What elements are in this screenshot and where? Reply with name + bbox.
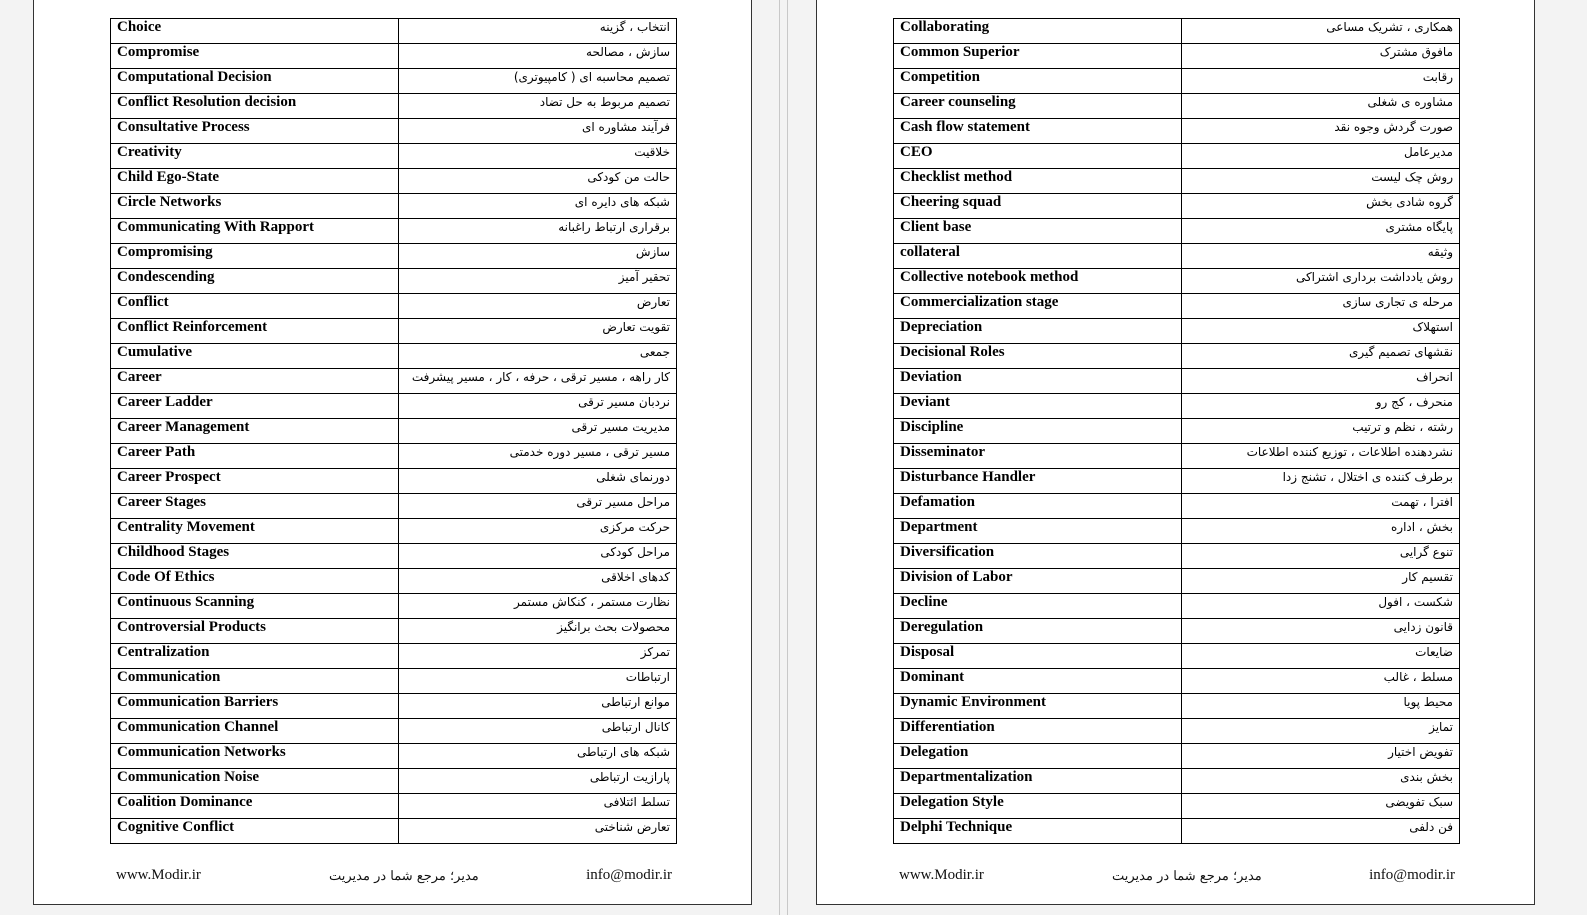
term-english: Code Of Ethics [111, 569, 399, 594]
term-english: Common Superior [894, 44, 1182, 69]
term-persian: حالت من کودکی [399, 169, 677, 194]
term-english: Choice [111, 19, 399, 44]
term-english: Career counseling [894, 94, 1182, 119]
term-english: CEO [894, 144, 1182, 169]
glossary-row [111, 694, 677, 719]
glossary-row [111, 94, 677, 119]
glossary-row [894, 294, 1460, 319]
term-english: Discipline [894, 419, 1182, 444]
glossary-row [111, 669, 677, 694]
footer-email: info@modir.ir [1369, 867, 1455, 883]
term-english: Communication [111, 669, 399, 694]
term-english: Disseminator [894, 444, 1182, 469]
term-english: Depreciation [894, 319, 1182, 344]
term-persian: سازش ، مصالحه [399, 44, 677, 69]
glossary-row [894, 794, 1460, 819]
term-english: Commercialization stage [894, 294, 1182, 319]
glossary-row [894, 719, 1460, 744]
glossary-row [111, 769, 677, 794]
page-footer [116, 867, 672, 887]
term-english: Conflict [111, 294, 399, 319]
glossary-row [111, 244, 677, 269]
glossary-row [894, 569, 1460, 594]
glossary-row [894, 69, 1460, 94]
glossary-row [894, 594, 1460, 619]
term-english: Decline [894, 594, 1182, 619]
term-english: Consultative Process [111, 119, 399, 144]
term-english: Departmentalization [894, 769, 1182, 794]
glossary-row [894, 169, 1460, 194]
term-persian: حرکت مرکزی [399, 519, 677, 544]
term-english: Compromise [111, 44, 399, 69]
glossary-row [111, 169, 677, 194]
term-english: Communication Noise [111, 769, 399, 794]
glossary-row [894, 269, 1460, 294]
glossary-row [111, 619, 677, 644]
term-persian: تسلط ائتلافی [399, 794, 677, 819]
term-persian: بخش بندی [1182, 769, 1460, 794]
term-persian: فرآیند مشاوره ای [399, 119, 677, 144]
glossary-rows [111, 19, 677, 844]
term-persian: تعارض شناختی [399, 819, 677, 844]
term-english: Cheering squad [894, 194, 1182, 219]
glossary-row [894, 44, 1460, 69]
glossary-row [111, 419, 677, 444]
term-persian: برقراری ارتباط راغبانه [399, 219, 677, 244]
term-english: Career Prospect [111, 469, 399, 494]
term-english: Centralization [111, 644, 399, 669]
glossary-row [894, 369, 1460, 394]
glossary-table [893, 18, 1460, 844]
term-english: Centrality Movement [111, 519, 399, 544]
term-english: Career Stages [111, 494, 399, 519]
term-english: Communication Channel [111, 719, 399, 744]
term-english: Communicating With Rapport [111, 219, 399, 244]
glossary-row [111, 519, 677, 544]
glossary-row [111, 269, 677, 294]
term-persian: شکست ، افول [1182, 594, 1460, 619]
term-persian: کانال ارتباطی [399, 719, 677, 744]
glossary-row [111, 719, 677, 744]
term-english: Delphi Technique [894, 819, 1182, 844]
term-english: Communication Barriers [111, 694, 399, 719]
glossary-row [111, 444, 677, 469]
term-persian: تمایز [1182, 719, 1460, 744]
term-persian: مسلط ، غالب [1182, 669, 1460, 694]
term-persian: تقویت تعارض [399, 319, 677, 344]
glossary-row [111, 194, 677, 219]
term-english: Conflict Resolution decision [111, 94, 399, 119]
term-persian: روش چک لیست [1182, 169, 1460, 194]
term-english: Dominant [894, 669, 1182, 694]
term-english: Conflict Reinforcement [111, 319, 399, 344]
term-english: Communication Networks [111, 744, 399, 769]
glossary-row [111, 569, 677, 594]
glossary-row [894, 19, 1460, 44]
term-english: Cash flow statement [894, 119, 1182, 144]
glossary-row [111, 794, 677, 819]
glossary-row [111, 44, 677, 69]
glossary-row [894, 819, 1460, 844]
term-persian: خلاقیت [399, 144, 677, 169]
term-persian: همکاری ، تشریک مساعی [1182, 19, 1460, 44]
term-persian: تحقیر آمیز [399, 269, 677, 294]
glossary-row [111, 219, 677, 244]
footer-website: www.Modir.ir [116, 867, 201, 883]
term-persian: ضایعات [1182, 644, 1460, 669]
term-persian: منحرف ، کج رو [1182, 394, 1460, 419]
page-gutter-line [779, 0, 780, 915]
page-gutter-line [787, 0, 788, 915]
term-persian: تقسیم کار [1182, 569, 1460, 594]
term-english: Career Ladder [111, 394, 399, 419]
term-english: Circle Networks [111, 194, 399, 219]
term-english: Delegation [894, 744, 1182, 769]
glossary-row [894, 519, 1460, 544]
term-persian: مراحل کودکی [399, 544, 677, 569]
term-english: collateral [894, 244, 1182, 269]
glossary-row [111, 594, 677, 619]
term-persian: انتخاب ، گزینه [399, 19, 677, 44]
glossary-row [894, 394, 1460, 419]
glossary-table [110, 18, 677, 844]
glossary-row [894, 544, 1460, 569]
glossary-row [894, 219, 1460, 244]
term-english: Collective notebook method [894, 269, 1182, 294]
term-persian: نشردهنده اطلاعات ، توزیع کننده اطلاعات [1182, 444, 1460, 469]
term-english: Career Path [111, 444, 399, 469]
glossary-rows [894, 19, 1460, 844]
term-persian: مدیرعامل [1182, 144, 1460, 169]
term-persian: تفویض اختیار [1182, 744, 1460, 769]
term-english: Controversial Products [111, 619, 399, 644]
footer-email: info@modir.ir [586, 867, 672, 883]
term-persian: محصولات بحث برانگیز [399, 619, 677, 644]
term-persian: قانون زدایی [1182, 619, 1460, 644]
glossary-row [111, 344, 677, 369]
page-footer [899, 867, 1455, 887]
term-english: Compromising [111, 244, 399, 269]
term-english: Division of Labor [894, 569, 1182, 594]
term-persian: سبک تفویضی [1182, 794, 1460, 819]
term-persian: بخش ، اداره [1182, 519, 1460, 544]
term-persian: جمعی [399, 344, 677, 369]
footer-website: www.Modir.ir [899, 867, 984, 883]
glossary-row [894, 694, 1460, 719]
term-english: Defamation [894, 494, 1182, 519]
term-english: Child Ego-State [111, 169, 399, 194]
term-english: Coalition Dominance [111, 794, 399, 819]
term-persian: مراحل مسیر ترقی [399, 494, 677, 519]
term-persian: پارازیت ارتباطی [399, 769, 677, 794]
glossary-row [111, 469, 677, 494]
glossary-row [894, 669, 1460, 694]
term-english: Childhood Stages [111, 544, 399, 569]
term-persian: ارتباطات [399, 669, 677, 694]
term-persian: انحراف [1182, 369, 1460, 394]
term-persian: نظارت مستمر ، کنکاش مستمر [399, 594, 677, 619]
term-persian: گروه شادی بخش [1182, 194, 1460, 219]
term-english: Career [111, 369, 399, 394]
term-persian: تصمیم محاسبه ای ( کامپیوتری) [399, 69, 677, 94]
term-english: Client base [894, 219, 1182, 244]
term-persian: شبکه های دایره ای [399, 194, 677, 219]
term-english: Deregulation [894, 619, 1182, 644]
term-english: Deviant [894, 394, 1182, 419]
term-persian: مرحله ی تجاری سازی [1182, 294, 1460, 319]
term-persian: تمرکز [399, 644, 677, 669]
term-english: Dynamic Environment [894, 694, 1182, 719]
term-english: Disposal [894, 644, 1182, 669]
glossary-row [111, 119, 677, 144]
glossary-row [894, 119, 1460, 144]
term-persian: دورنمای شغلی [399, 469, 677, 494]
term-english: Cognitive Conflict [111, 819, 399, 844]
glossary-row [111, 369, 677, 394]
term-english: Creativity [111, 144, 399, 169]
glossary-row [111, 394, 677, 419]
term-persian: کدهای اخلاقی [399, 569, 677, 594]
term-persian: نردبان مسیر ترقی [399, 394, 677, 419]
glossary-row [111, 744, 677, 769]
footer-slogan: مدیر؛ مرجع شما در مدیریت [329, 869, 479, 884]
term-persian: روش یادداشت برداری اشتراکی [1182, 269, 1460, 294]
glossary-row [111, 544, 677, 569]
glossary-row [894, 494, 1460, 519]
glossary-row [894, 319, 1460, 344]
term-persian: شبکه های ارتباطی [399, 744, 677, 769]
glossary-row [894, 419, 1460, 444]
term-english: Disturbance Handler [894, 469, 1182, 494]
document-page-right [816, 0, 1535, 905]
term-persian: مافوق مشترک [1182, 44, 1460, 69]
term-persian: استهلاک [1182, 319, 1460, 344]
term-english: Department [894, 519, 1182, 544]
glossary-row [111, 644, 677, 669]
term-english: Diversification [894, 544, 1182, 569]
term-persian: برطرف کننده ی اختلال ، تشنج زدا [1182, 469, 1460, 494]
term-english: Cumulative [111, 344, 399, 369]
term-english: Condescending [111, 269, 399, 294]
glossary-row [894, 344, 1460, 369]
document-page-left [33, 0, 752, 905]
term-persian: نقشهای تصمیم گیری [1182, 344, 1460, 369]
term-persian: وثیقه [1182, 244, 1460, 269]
glossary-row [111, 144, 677, 169]
glossary-row [111, 319, 677, 344]
term-persian: تعارض [399, 294, 677, 319]
term-persian: افترا ، تهمت [1182, 494, 1460, 519]
footer-slogan: مدیر؛ مرجع شما در مدیریت [1112, 869, 1262, 884]
term-persian: کار راهه ، مسیر ترقی ، حرفه ، کار ، مسیر پیشرفت [399, 369, 677, 394]
glossary-row [894, 619, 1460, 644]
term-persian: تنوع گرایی [1182, 544, 1460, 569]
glossary-row [894, 444, 1460, 469]
glossary-row [111, 494, 677, 519]
glossary-row [111, 294, 677, 319]
term-english: Decisional Roles [894, 344, 1182, 369]
glossary-row [111, 819, 677, 844]
term-english: Continuous Scanning [111, 594, 399, 619]
term-english: Differentiation [894, 719, 1182, 744]
glossary-row [894, 194, 1460, 219]
glossary-row [111, 69, 677, 94]
term-english: Collaborating [894, 19, 1182, 44]
term-persian: مشاوره ی شغلی [1182, 94, 1460, 119]
term-english: Delegation Style [894, 794, 1182, 819]
term-english: Career Management [111, 419, 399, 444]
glossary-row [894, 744, 1460, 769]
glossary-row [894, 644, 1460, 669]
glossary-row [111, 19, 677, 44]
term-english: Checklist method [894, 169, 1182, 194]
term-persian: فن دلفی [1182, 819, 1460, 844]
glossary-row [894, 144, 1460, 169]
glossary-row [894, 244, 1460, 269]
term-english: Deviation [894, 369, 1182, 394]
term-persian: موانع ارتباطی [399, 694, 677, 719]
glossary-row [894, 769, 1460, 794]
term-english: Computational Decision [111, 69, 399, 94]
term-persian: محیط پویا [1182, 694, 1460, 719]
glossary-row [894, 94, 1460, 119]
term-persian: مسیر ترقی ، مسیر دوره خدمتی [399, 444, 677, 469]
term-persian: تصمیم مربوط به حل تضاد [399, 94, 677, 119]
term-persian: صورت گردش وجوه نقد [1182, 119, 1460, 144]
term-persian: پایگاه مشتری [1182, 219, 1460, 244]
glossary-row [894, 469, 1460, 494]
term-english: Competition [894, 69, 1182, 94]
term-persian: مدیریت مسیر ترقی [399, 419, 677, 444]
term-persian: رقابت [1182, 69, 1460, 94]
term-persian: رشته ، نظم و ترتیب [1182, 419, 1460, 444]
term-persian: سازش [399, 244, 677, 269]
